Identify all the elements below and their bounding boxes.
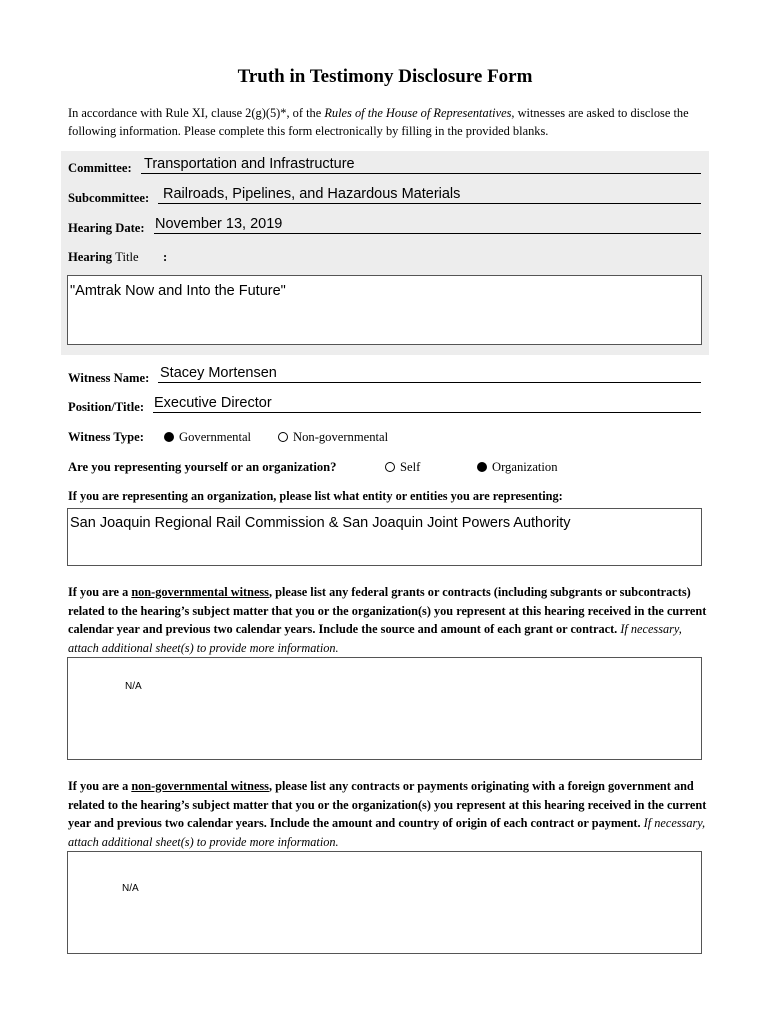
witness-type-label: Witness Type: bbox=[68, 430, 144, 444]
subcommittee-label: Subcommittee: bbox=[68, 191, 150, 205]
governmental-label: Governmental bbox=[179, 430, 252, 444]
self-label: Self bbox=[400, 460, 421, 474]
foreign-underlined: non-governmental witness bbox=[131, 779, 269, 793]
witness-name-field[interactable] bbox=[158, 364, 701, 383]
non-governmental-label: Non-governmental bbox=[293, 430, 389, 444]
hearing-title-colon: : bbox=[163, 250, 168, 264]
org-box[interactable] bbox=[67, 508, 702, 566]
position-label: Position/Title: bbox=[68, 400, 145, 414]
grants-prompt bbox=[68, 583, 708, 657]
committee-value: Transportation and Infrastructure bbox=[144, 156, 355, 172]
hearing-date-field[interactable] bbox=[154, 215, 701, 234]
foreign-value: N/A bbox=[122, 883, 139, 894]
position-value: Executive Director bbox=[154, 395, 272, 411]
intro-rules: Rules of the House of Representatives bbox=[324, 106, 512, 120]
intro-prefix: In accordance with Rule XI, clause 2(g)(5)*, of the bbox=[68, 106, 325, 120]
grants-note: If necessary, attach additional sheet(s) to provide more information. bbox=[68, 622, 682, 655]
foreign-text: , please list any contracts or payments originating with a foreign government and related to the hearing’s subject matter that you or the organization(s) you represent at this hearing received in the current year and previous two calendar years. Include the amount and country of origin of each contract or payment. bbox=[68, 779, 707, 830]
position-field[interactable] bbox=[153, 394, 701, 413]
intro-suffix: , witnesses are asked to disclose the following information. Please complete this form electronically by filling in the provided blanks. bbox=[68, 106, 689, 138]
hearing-title-value: "Amtrak Now and Into the Future" bbox=[70, 283, 286, 299]
hearing-date-label: Hearing Date: bbox=[68, 221, 145, 235]
representing-question: Are you representing yourself or an organization? bbox=[68, 460, 337, 474]
witness-type-governmental[interactable] bbox=[164, 430, 251, 445]
foreign-note: If necessary, attach additional sheet(s) to provide more information. bbox=[68, 816, 706, 849]
grants-underlined: non-governmental witness bbox=[131, 585, 269, 599]
grants-text: , please list any federal grants or contracts (including subgrants or subcontracts) related to the hearing’s subject matter that you or the organization(s) you represent at this hearing received in the current calendar year and previous two calendar years. Include the source and amount of each grant or contract. bbox=[68, 585, 707, 636]
witness-type-non-governmental[interactable] bbox=[278, 430, 388, 445]
foreign-prompt bbox=[68, 777, 708, 851]
grants-box[interactable] bbox=[67, 657, 702, 760]
witness-name-value: Stacey Mortensen bbox=[160, 365, 277, 381]
representing-self[interactable] bbox=[385, 460, 420, 475]
hearing-title-label-plain: Title bbox=[115, 250, 139, 264]
hearing-title-label bbox=[68, 250, 139, 265]
radio-unselected-icon bbox=[278, 432, 288, 442]
radio-selected-icon bbox=[164, 432, 174, 442]
organization-label: Organization bbox=[492, 460, 558, 474]
org-value: San Joaquin Regional Rail Commission & San Joaquin Joint Powers Authority bbox=[70, 515, 571, 531]
hearing-title-label-bold: Hearing bbox=[68, 250, 113, 264]
grants-value: N/A bbox=[125, 681, 142, 692]
representing-organization[interactable] bbox=[477, 460, 558, 475]
form-title: Truth in Testimony Disclosure Form bbox=[237, 66, 533, 87]
org-prompt: If you are representing an organization, please list what entity or entities you are representing: bbox=[68, 489, 563, 503]
intro-text bbox=[68, 104, 708, 140]
radio-unselected-icon bbox=[385, 462, 395, 472]
committee-field[interactable] bbox=[141, 155, 701, 174]
subcommittee-value: Railroads, Pipelines, and Hazardous Materials bbox=[163, 186, 461, 202]
committee-label: Committee: bbox=[68, 161, 132, 175]
foreign-prefix: If you are a bbox=[68, 779, 132, 793]
witness-name-label: Witness Name: bbox=[68, 371, 150, 385]
subcommittee-field[interactable] bbox=[158, 185, 701, 204]
hearing-title-box[interactable] bbox=[67, 275, 702, 345]
radio-selected-icon bbox=[477, 462, 487, 472]
grants-prefix: If you are a bbox=[68, 585, 132, 599]
foreign-box[interactable] bbox=[67, 851, 702, 954]
hearing-date-value: November 13, 2019 bbox=[155, 216, 283, 232]
